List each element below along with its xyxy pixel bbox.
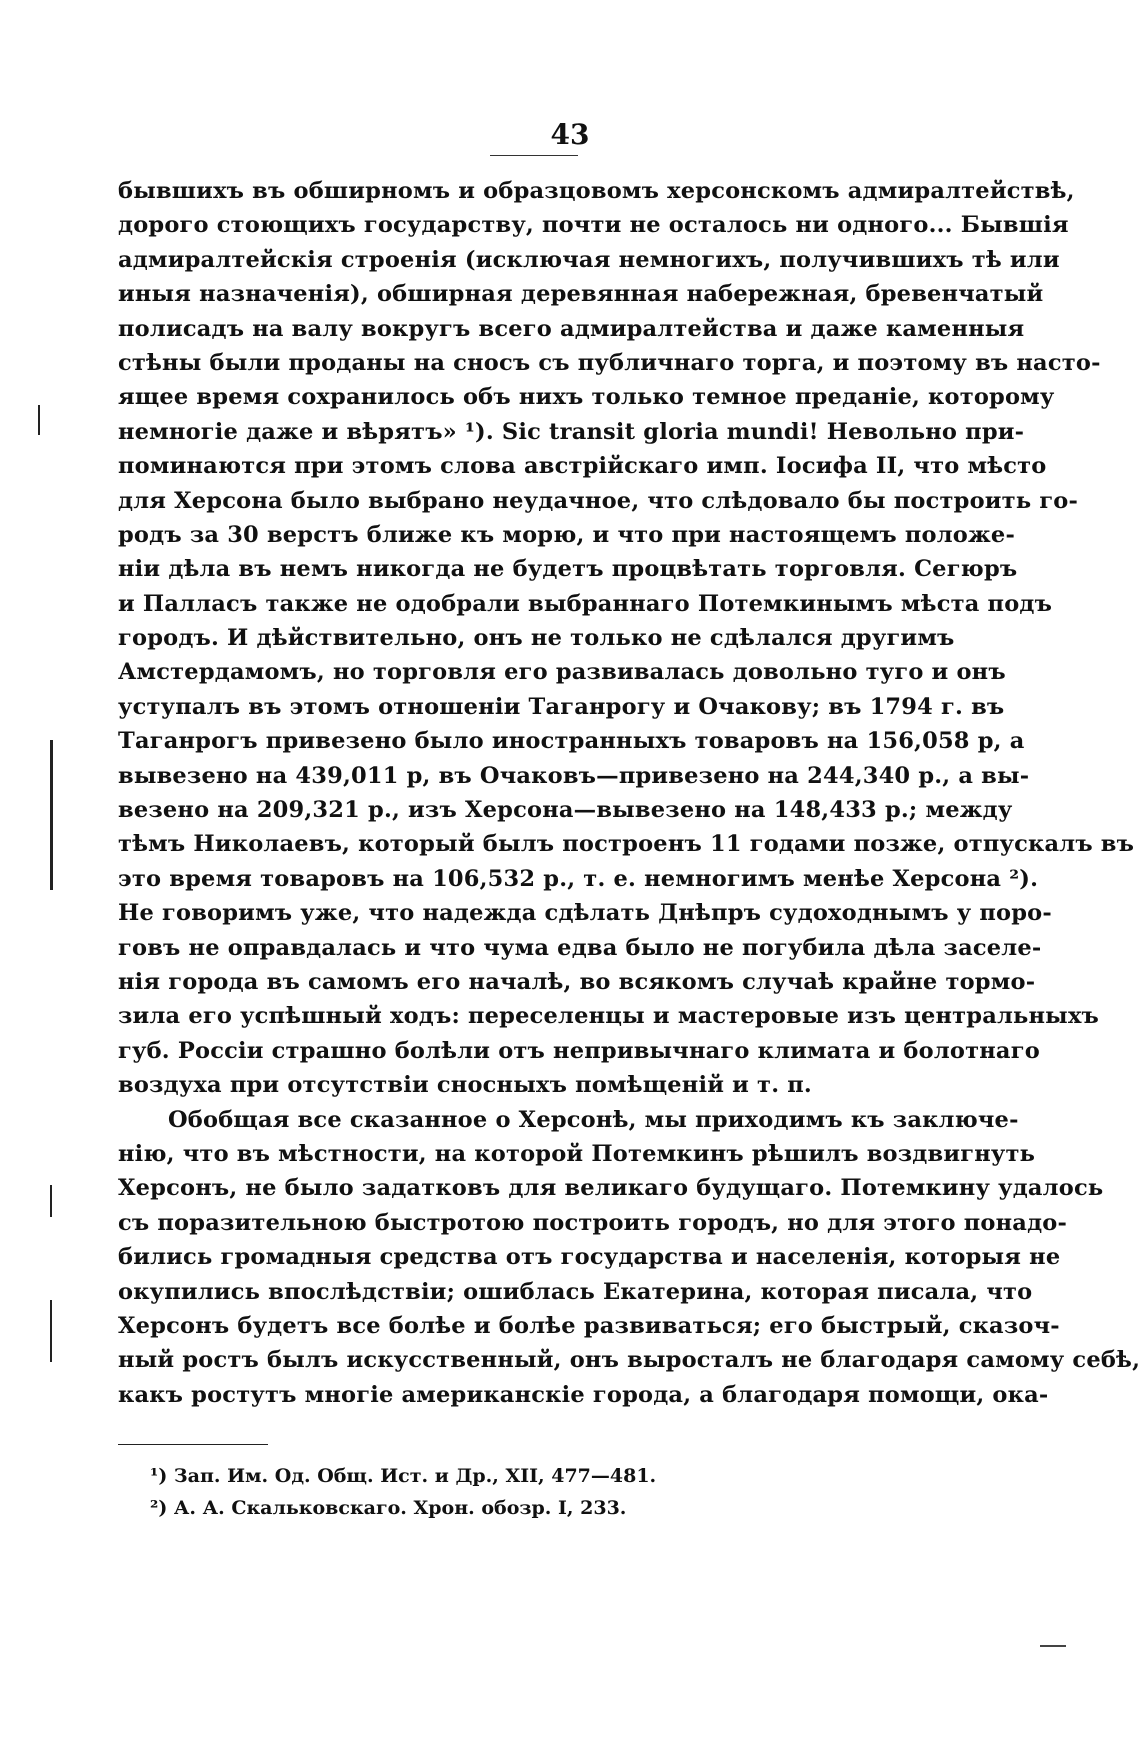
text-line: тѣмъ Николаевъ, который былъ построенъ 11 годами позже, отпускалъ въ [118,831,1135,858]
text-line: вывезено на 439,011 р, въ Очаковъ—привезено на 244,340 р., а вы- [118,762,1030,789]
footnote: ²) А. А. Скальковскаго. Хрон. обозр. I, 233. [150,1497,627,1519]
margin-mark [38,405,40,435]
text-line: городъ. И дѣйствительно, онъ не только не сдѣлался другимъ [118,625,955,652]
text-line: Амстердамомъ, но торговля его развивалась довольно туго и онъ [118,659,1006,686]
text-line: окупились впослѣдствіи; ошиблась Екатерина, которая писала, что [118,1278,1033,1305]
text-line: губ. Россіи страшно болѣли отъ непривычнаго климата и болотнаго [118,1037,1040,1064]
text-line: нію, что въ мѣстности, на которой Потемкинъ рѣшилъ воздвигнуть [118,1140,1036,1167]
text-line: Херсонъ будетъ все болѣе и болѣе развиваться; его быстрый, сказоч- [118,1312,1060,1339]
text-line: какъ ростутъ многіе американскіе города, а благодаря помощи, ока- [118,1381,1049,1408]
text-line: говъ не оправдалась и что чума едва было не погубила дѣла заселе- [118,934,1042,961]
text-line: родъ за 30 верстъ ближе къ морю, и что при настоящемъ положе- [118,521,1015,548]
footnote: ¹) Зап. Им. Од. Общ. Ист. и Др., XII, 477—481. [150,1465,657,1487]
text-line: Таганрогъ привезено было иностранныхъ товаровъ на 156,058 р, а [118,728,1025,755]
footnotes [150,1460,656,1524]
text-line: иныя назначенія), обширная деревянная набережная, бревенчатый [118,281,1044,308]
text-line: бывшихъ въ обширномъ и образцовомъ херсонскомъ адмиралтействѣ, [118,178,1075,204]
text-line: поминаются при этомъ слова австрійскаго имп. Іосифа II, что мѣсто [118,453,1047,480]
text-line: бились громадныя средства отъ государства и населенія, которыя не [118,1244,1061,1271]
text-line: стѣны были проданы на сносъ съ публичнаго торга, и поэтому въ насто- [118,349,1101,376]
text-line: ніи дѣла въ немъ никогда не будетъ процвѣтать торговля. Сегюръ [118,556,1018,583]
page-number: 43 [550,118,590,151]
text-line: немногіе даже и вѣрятъ» ¹). Sic transit gloria mundi! Невольно при- [118,418,1025,445]
text-line: это время товаровъ на 106,532 р., т. е. немногимъ менѣе Херсона ²). [118,865,1039,892]
scan-mark [1040,1645,1066,1647]
text-line: ный ростъ былъ искусственный, онъ выросталъ не благодаря самому себѣ, [118,1347,1140,1374]
text-line: ящее время сохранилось объ нихъ только темное преданіе, которому [118,384,1055,411]
text-line: везено на 209,321 р., изъ Херсона—вывезено на 148,433 р.; между [118,797,1013,824]
text-line: и Палласъ также не одобрали выбраннаго Потемкинымъ мѣста подъ [118,590,1053,617]
footnote-separator [118,1444,268,1445]
text-line: нія города въ самомъ его началѣ, во всякомъ случаѣ крайне тормо- [118,968,1036,995]
margin-mark [50,1185,52,1217]
margin-mark [50,740,53,890]
text-line: Херсонъ, не было задатковъ для великаго будущаго. Потемкину удалось [118,1175,1104,1202]
text-line: уступалъ въ этомъ отношеніи Таганрогу и Очакову; въ 1794 г. въ [118,693,1005,720]
page-number-underline [490,155,578,156]
text-line: воздуха при отсутствіи сносныхъ помѣщеній и т. п. [118,1072,812,1099]
text-line: дорого стоющихъ государству, почти не осталось ни одного... Бывшія [118,212,1069,239]
text-line: полисадъ на валу вокругъ всего адмиралтейства и даже каменныя [118,315,1025,342]
margin-mark [50,1300,52,1362]
text-line: Обобщая все сказанное о Херсонѣ, мы приходимъ къ заключе- [168,1106,1019,1133]
text-line: зила его успѣшный ходъ: переселенцы и мастеровые изъ центральныхъ [118,1003,1100,1030]
text-line: для Херсона было выбрано неудачное, что слѣдовало бы построить го- [118,487,1079,514]
text-line: съ поразительною быстротою построить городъ, но для этого понадо- [118,1209,1068,1236]
text-line: Не говоримъ уже, что надежда сдѣлать Днѣпръ судоходнымъ у поро- [118,900,1052,927]
text-line: адмиралтейскія строенія (исключая немногихъ, получившихъ тѣ или [118,246,1060,273]
body-text [118,174,1140,1412]
